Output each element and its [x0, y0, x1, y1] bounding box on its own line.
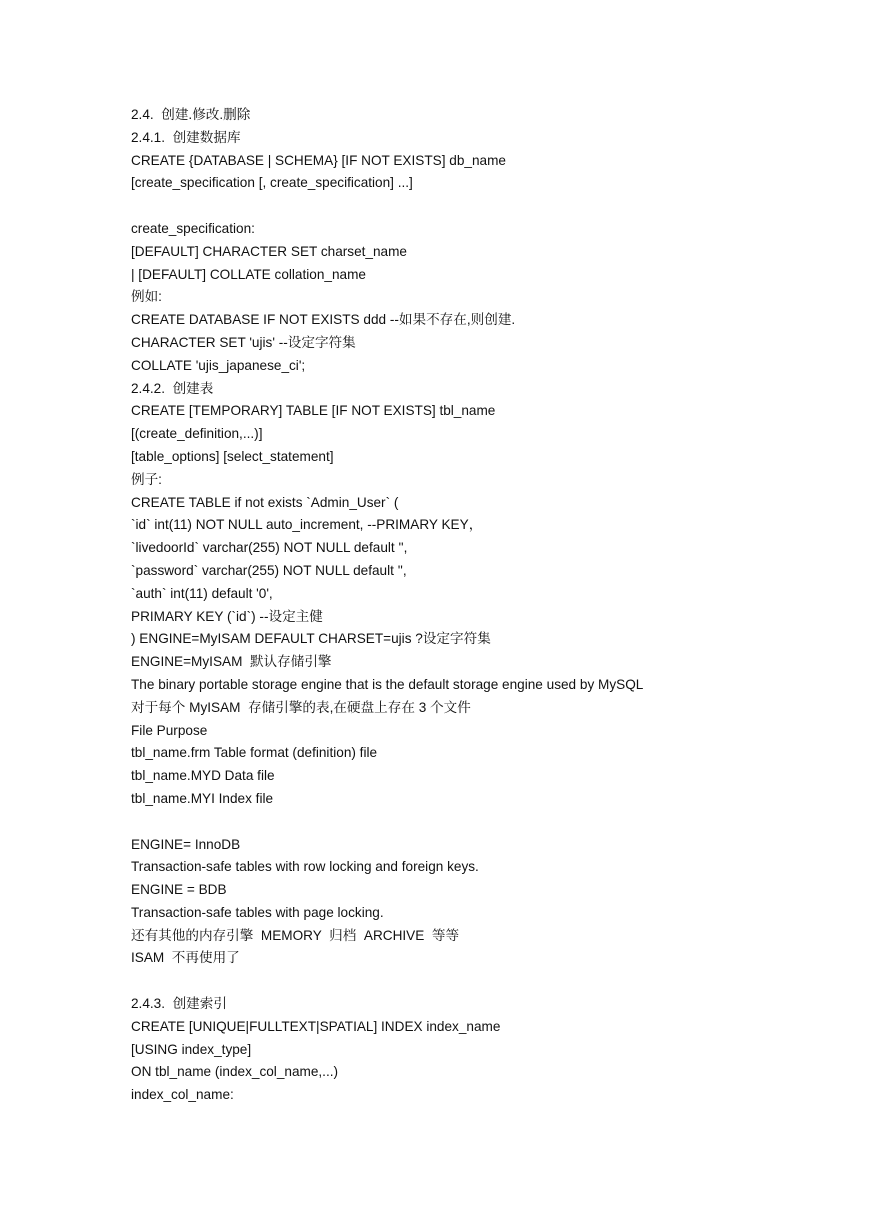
text-line: tbl_name.MYD Data file: [131, 768, 275, 784]
text-line: File Purpose: [131, 722, 208, 738]
section-heading-2-4-2: 2.4.2. 创建表: [131, 380, 214, 396]
code-line: ON tbl_name (index_col_name,...): [131, 1064, 339, 1080]
text-line: 还有其他的内存引擎 MEMORY 归档 ARCHIVE 等等: [131, 927, 460, 943]
code-line: PRIMARY KEY (`id`) --设定主健: [131, 608, 323, 624]
text-line: Transaction-safe tables with page locking.: [131, 904, 384, 920]
text-line: 例如:: [131, 289, 162, 305]
text-line: 对于每个 MyISAM 存储引擎的表,在硬盘上存在 3 个文件: [131, 699, 471, 715]
text-line: The binary portable storage engine that is the default storage engine used by MySQL: [131, 676, 644, 692]
code-line: `livedoorId` varchar(255) NOT NULL default '',: [131, 540, 408, 556]
code-line: [USING index_type]: [131, 1041, 252, 1057]
code-line: `id` int(11) NOT NULL auto_increment, --PRIMARY KEY，: [131, 517, 483, 533]
code-line: CHARACTER SET 'ujis' --设定字符集: [131, 334, 356, 350]
code-line: create_specification:: [131, 220, 255, 236]
code-line: [create_specification [, create_specification] ...]: [131, 175, 413, 191]
code-line: ) ENGINE=MyISAM DEFAULT CHARSET=ujis ?设定字符集: [131, 631, 491, 647]
text-line: ENGINE=MyISAM 默认存储引擎: [131, 654, 332, 670]
code-line: [table_options] [select_statement]: [131, 448, 334, 464]
text-line: tbl_name.MYI Index file: [131, 790, 274, 806]
section-heading-2-4-1: 2.4.1. 创建数据库: [131, 129, 241, 145]
text-line: ISAM 不再使用了: [131, 950, 240, 966]
document-body: [131, 104, 831, 1107]
code-line: CREATE DATABASE IF NOT EXISTS ddd --如果不存在,则创建.: [131, 312, 516, 328]
code-line: COLLATE 'ujis_japanese_ci';: [131, 357, 306, 373]
text-line: Transaction-safe tables with row locking and foreign keys.: [131, 859, 479, 875]
code-line: CREATE TABLE if not exists `Admin_User` (: [131, 494, 399, 510]
code-line: [DEFAULT] CHARACTER SET charset_name: [131, 243, 407, 259]
blank-line: [131, 970, 831, 993]
code-line: `password` varchar(255) NOT NULL default '',: [131, 562, 407, 578]
text-line: 例子:: [131, 471, 162, 487]
section-heading-2-4: 2.4. 创建.修改.删除: [131, 107, 251, 122]
code-line: | [DEFAULT] COLLATE collation_name: [131, 266, 366, 282]
text-line: tbl_name.frm Table format (definition) file: [131, 745, 378, 761]
text-line: ENGINE= InnoDB: [131, 836, 241, 852]
code-line: CREATE [UNIQUE|FULLTEXT|SPATIAL] INDEX index_name: [131, 1018, 501, 1034]
code-line: `auth` int(11) default '0',: [131, 585, 273, 601]
code-line: [(create_definition,...)]: [131, 426, 263, 442]
blank-line: [131, 195, 831, 218]
text-line: ENGINE = BDB: [131, 882, 227, 898]
code-line: index_col_name:: [131, 1087, 234, 1103]
code-line: CREATE [TEMPORARY] TABLE [IF NOT EXISTS] tbl_name: [131, 403, 496, 419]
blank-line: [131, 811, 831, 834]
code-line: CREATE {DATABASE | SCHEMA} [IF NOT EXISTS] db_name: [131, 152, 506, 168]
section-heading-2-4-3: 2.4.3. 创建索引: [131, 996, 227, 1012]
